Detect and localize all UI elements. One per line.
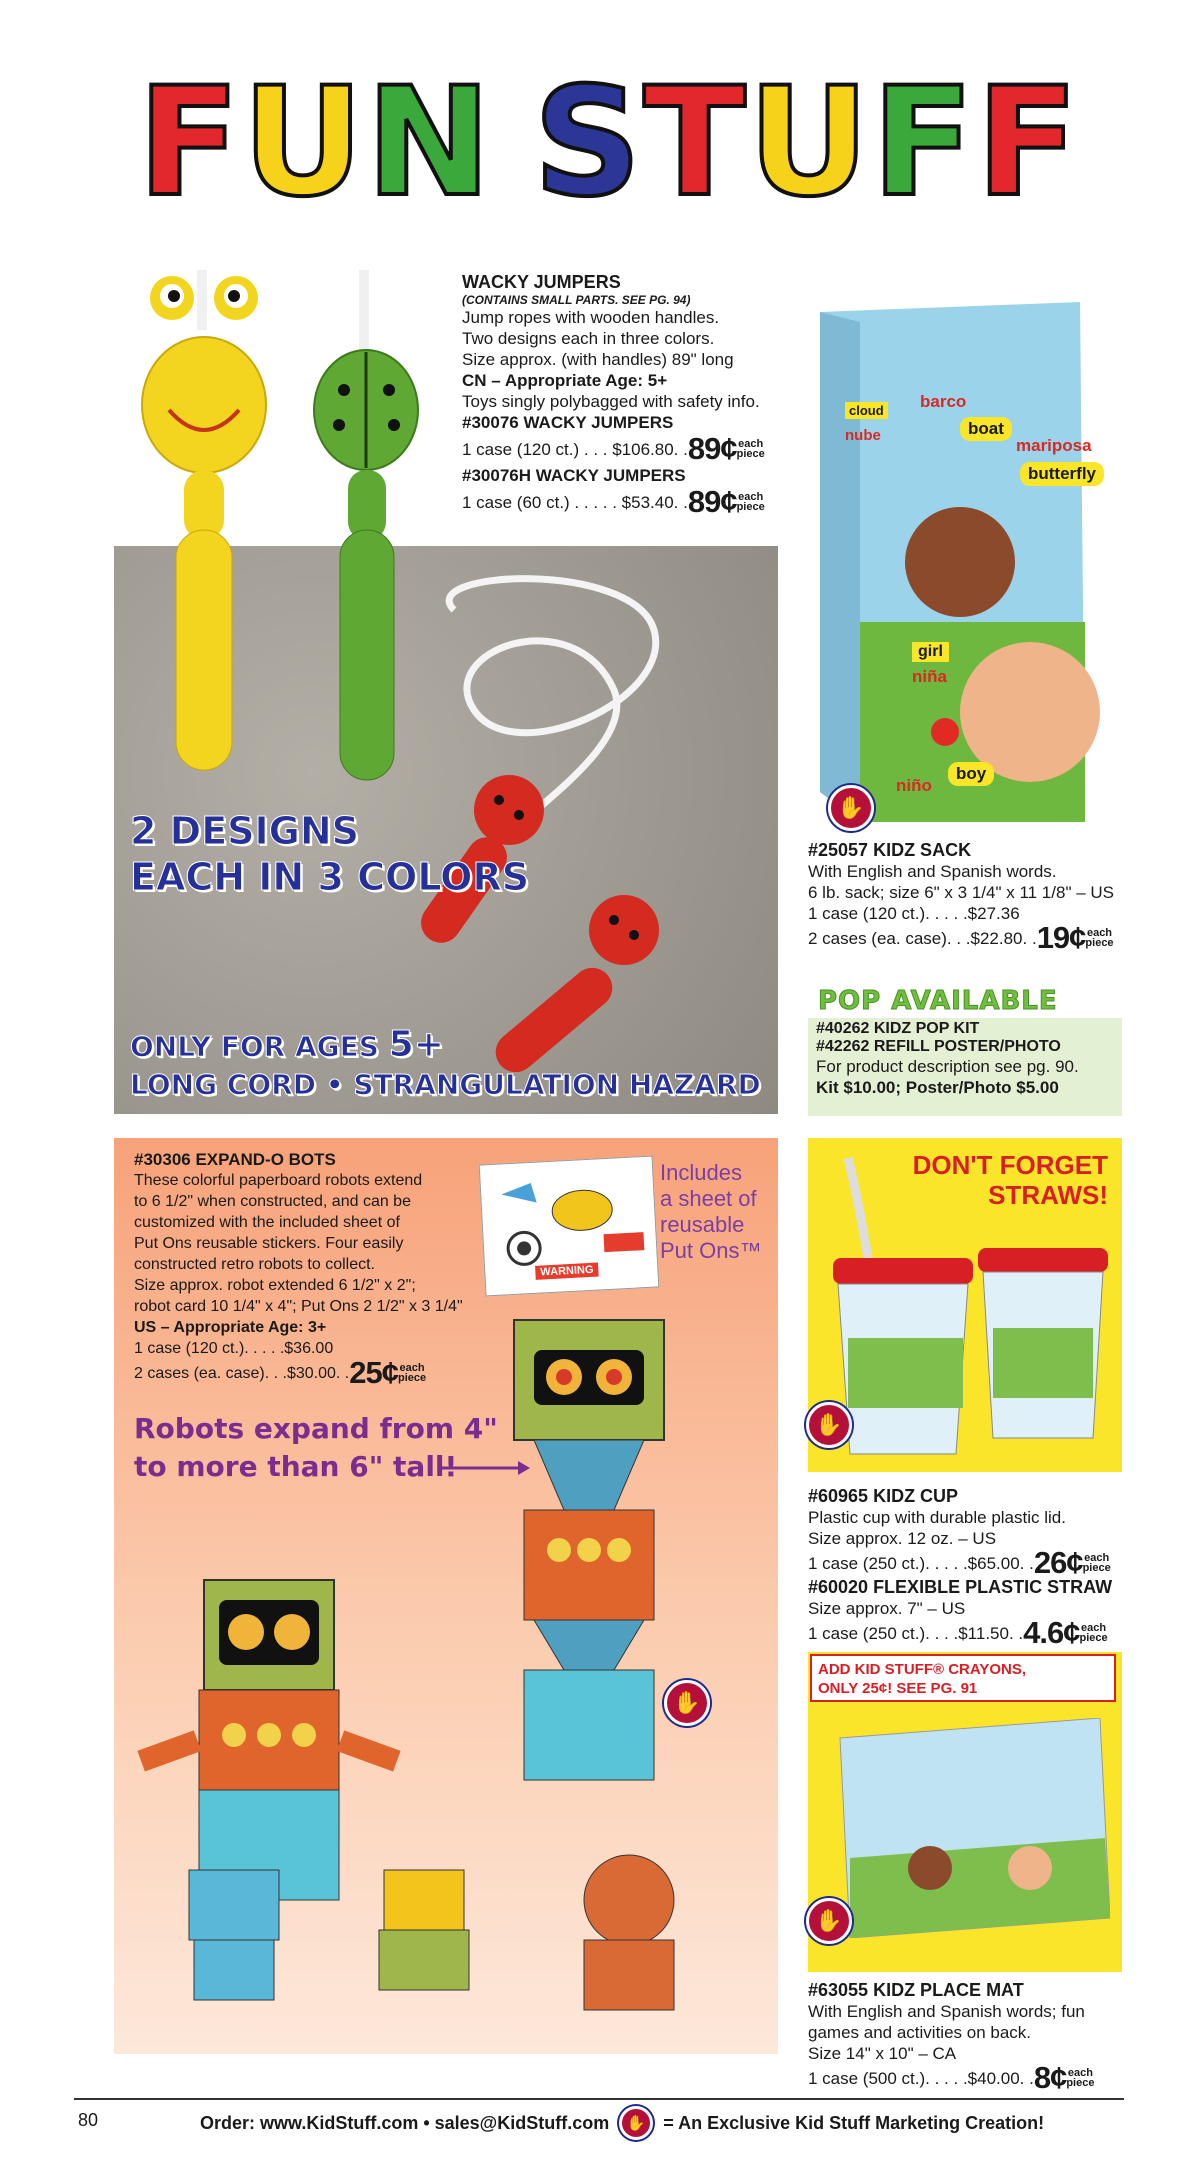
exclusive-hand-icon: ✋: [806, 1402, 852, 1448]
crayon-promo-line-1: ADD KID STUFF® CRAYONS,: [818, 1661, 1027, 1678]
mat-price: 8¢: [1033, 2060, 1067, 2095]
each-piece-label: each piece: [1085, 927, 1114, 949]
straw-line: 1 case (250 ct.). . . .$11.50. .: [808, 1623, 1024, 1643]
designs-line-1: 2 DESIGNS: [130, 809, 360, 853]
bots-age: US – Appropriate Age: 3+: [134, 1319, 327, 1336]
kidz-cup-info: [808, 1486, 1128, 1650]
exclusive-hand-icon: ✋: [619, 2106, 653, 2140]
mat-desc-2: games and activities on back.: [808, 2023, 1032, 2042]
wacky-item2-price-row: [462, 486, 782, 518]
straw-price: 4.6¢: [1023, 1615, 1080, 1650]
includes-line-2: a sheet of: [660, 1186, 757, 1211]
pop-refill: #42262 REFILL POSTER/PHOTO: [816, 1038, 1061, 1055]
includes-line-4: Put Ons™: [660, 1238, 762, 1263]
straws-banner-line-1: DON'T FORGET: [912, 1150, 1108, 1180]
wacky-desc-3: Size approx. (with handles) 89" long: [462, 350, 734, 369]
warning-age-value: 5+: [388, 1024, 444, 1065]
sack-word-nina: niña: [912, 667, 947, 686]
wacky-jumpers-info: [462, 272, 782, 518]
straw-price-row: [808, 1615, 1128, 1650]
sack-title: #25057 KIDZ SACK: [808, 840, 972, 860]
wacky-desc-2: Two designs each in three colors.: [462, 329, 715, 348]
title-letter: F: [137, 56, 240, 230]
bots-desc-3: customized with the included sheet of: [134, 1214, 400, 1231]
sack-word-nube: nube: [845, 427, 881, 444]
pop-available-box: [808, 984, 1122, 1116]
cup-illustration: [808, 1138, 1122, 1472]
sack-word-barco: barco: [920, 392, 967, 411]
cup-size: Size approx. 12 oz. – US: [808, 1529, 997, 1548]
mat-title: #63055 KIDZ PLACE MAT: [808, 1980, 1024, 2000]
callout-line-2: to more than 6" tall!: [134, 1450, 458, 1483]
exclusive-hand-icon: ✋: [828, 785, 874, 831]
bots-line-2: 2 cases (ea. case). . .$30.00. .: [134, 1364, 350, 1382]
cup-price: 26¢: [1033, 1545, 1083, 1580]
kidz-sack-info: [808, 840, 1128, 955]
sack-price-row: [808, 920, 1128, 955]
pop-banner: POP AVAILABLE: [808, 984, 1122, 1018]
title-letter: U: [241, 56, 364, 230]
kidz-cup-panel: [808, 1138, 1122, 1472]
includes-note: [660, 1160, 761, 1264]
footer-bar: [200, 2106, 1044, 2140]
order-info: Order: www.KidStuff.com • sales@KidStuff.com: [200, 2112, 610, 2133]
straw-title: #60020 FLEXIBLE PLASTIC STRAW: [808, 1577, 1113, 1597]
exclusive-hand-icon: ✋: [806, 1898, 852, 1944]
title-letter: F: [871, 56, 974, 230]
sack-line-1: 1 case (120 ct.). . . . .$27.36: [808, 904, 1020, 923]
mat-price-row: [808, 2060, 1128, 2095]
designs-line-2: EACH IN 3 COLORS: [130, 855, 530, 899]
includes-line-3: reusable: [660, 1212, 745, 1237]
kidz-sack-image: [800, 292, 1100, 832]
title-letter: T: [643, 56, 746, 230]
sack-word-nino: niño: [896, 776, 932, 795]
callout-line-1: Robots expand from 4": [134, 1412, 498, 1445]
pop-prices: Kit $10.00; Poster/Photo $5.00: [816, 1078, 1059, 1097]
place-mat-info: [808, 1980, 1128, 2095]
wacky-note: (CONTAINS SMALL PARTS. SEE PG. 94): [462, 293, 691, 307]
sack-size: 6 lb. sack; size 6" x 3 1/4" x 11 1/8" – US: [808, 883, 1114, 902]
bots-price: 25¢: [349, 1355, 398, 1390]
wacky-item2-line: 1 case (60 ct.) . . . . . $53.40. .: [462, 492, 688, 512]
wacky-item2-title: #30076H WACKY JUMPERS: [462, 466, 686, 485]
wacky-age: CN – Appropriate Age: 5+: [462, 371, 668, 390]
each-piece-label: each piece: [1066, 2067, 1095, 2089]
bots-desc-4: Put Ons reusable stickers. Four easily: [134, 1235, 404, 1252]
bots-desc-2: to 6 1/2" when constructed, and can be: [134, 1193, 411, 1210]
wacky-item2-price: 89¢: [687, 484, 737, 519]
bots-desc-6: Size approx. robot extended 6 1/2" x 2";: [134, 1277, 416, 1294]
crayon-promo-line-2: ONLY 25¢! SEE PG. 91: [818, 1680, 978, 1697]
title-letter: F: [976, 56, 1079, 230]
straw-size: Size approx. 7" – US: [808, 1599, 966, 1618]
straws-banner-line-2: STRAWS!: [988, 1180, 1108, 1210]
title-letter: S: [533, 56, 642, 230]
wacky-bag: Toys singly polybagged with safety info.: [462, 392, 760, 411]
title-letter: N: [365, 56, 492, 230]
sack-word-boy: boy: [948, 762, 994, 786]
cup-desc: Plastic cup with durable plastic lid.: [808, 1508, 1066, 1527]
place-mat-panel: [808, 1652, 1122, 1972]
page-title: [108, 56, 1108, 230]
footer-rule: [74, 2098, 1124, 2100]
wacky-item1-price-row: [462, 433, 782, 465]
each-piece-label: each piece: [736, 491, 765, 513]
sack-word-girl: girl: [912, 642, 949, 662]
wacky-item1-line: 1 case (120 ct.) . . . $106.80. .: [462, 439, 688, 459]
title-letter: U: [747, 56, 870, 230]
sack-illustration: [800, 292, 1100, 832]
mat-desc-1: With English and Spanish words; fun: [808, 2002, 1085, 2021]
includes-line-1: Includes: [660, 1160, 742, 1185]
sack-line-2: 2 cases (ea. case). . .$22.80. .: [808, 928, 1037, 948]
each-piece-label: each piece: [1079, 1622, 1108, 1644]
sack-word-butterfly: butterfly: [1020, 462, 1104, 486]
fun-stuff-title: [137, 56, 1079, 230]
bots-desc-1: These colorful paperboard robots extend: [134, 1172, 423, 1189]
warning-cord: LONG CORD • STRANGULATION HAZARD: [130, 1068, 761, 1101]
bots-desc-7: robot card 10 1/4" x 4"; Put Ons 2 1/2" x 3 1/4": [134, 1298, 463, 1315]
wacky-item1-title: #30076 WACKY JUMPERS: [462, 413, 674, 432]
cup-line: 1 case (250 ct.). . . . .$65.00. .: [808, 1553, 1034, 1573]
wacky-item1-price: 89¢: [687, 431, 737, 466]
wacky-desc-1: Jump ropes with wooden handles.: [462, 308, 720, 327]
exclusive-legend: = An Exclusive Kid Stuff Marketing Creation!: [663, 2112, 1045, 2133]
hazard-warning: [130, 1026, 761, 1104]
sack-price: 19¢: [1036, 920, 1086, 955]
each-piece-label: each piece: [736, 438, 765, 460]
sack-word-boat: boat: [960, 417, 1012, 441]
mat-size: Size 14" x 10" – CA: [808, 2044, 957, 2063]
sack-desc: With English and Spanish words.: [808, 862, 1057, 881]
sack-word-cloud: cloud: [845, 402, 888, 419]
exclusive-hand-icon: ✋: [664, 1680, 710, 1726]
bots-title: #30306 EXPAND-O BOTS: [134, 1150, 336, 1169]
sticker-sheet: [479, 1156, 660, 1297]
pop-description: For product description see pg. 90.: [816, 1057, 1079, 1076]
cup-title: #60965 KIDZ CUP: [808, 1486, 959, 1506]
designs-overlay: [130, 808, 529, 900]
warning-age-text: ONLY FOR AGES: [130, 1030, 389, 1063]
wacky-title: WACKY JUMPERS: [462, 272, 621, 292]
cup-price-row: [808, 1545, 1128, 1580]
sack-word-mariposa: mariposa: [1016, 436, 1092, 455]
sticker-warning-label: WARNING: [535, 1263, 599, 1280]
mat-line: 1 case (500 ct.). . . . .$40.00. .: [808, 2068, 1034, 2088]
bots-desc-5: constructed retro robots to collect.: [134, 1256, 375, 1273]
crayon-promo: [810, 1654, 1116, 1702]
page-number: 80: [78, 2110, 99, 2130]
place-mat-illustration: [830, 1718, 1110, 1938]
each-piece-label: each piece: [1082, 1552, 1111, 1574]
each-piece-label: each piece: [397, 1362, 427, 1384]
bots-line-1: 1 case (120 ct.). . . . .$36.00: [134, 1340, 334, 1357]
pop-kit: #40262 KIDZ POP KIT: [816, 1020, 980, 1037]
